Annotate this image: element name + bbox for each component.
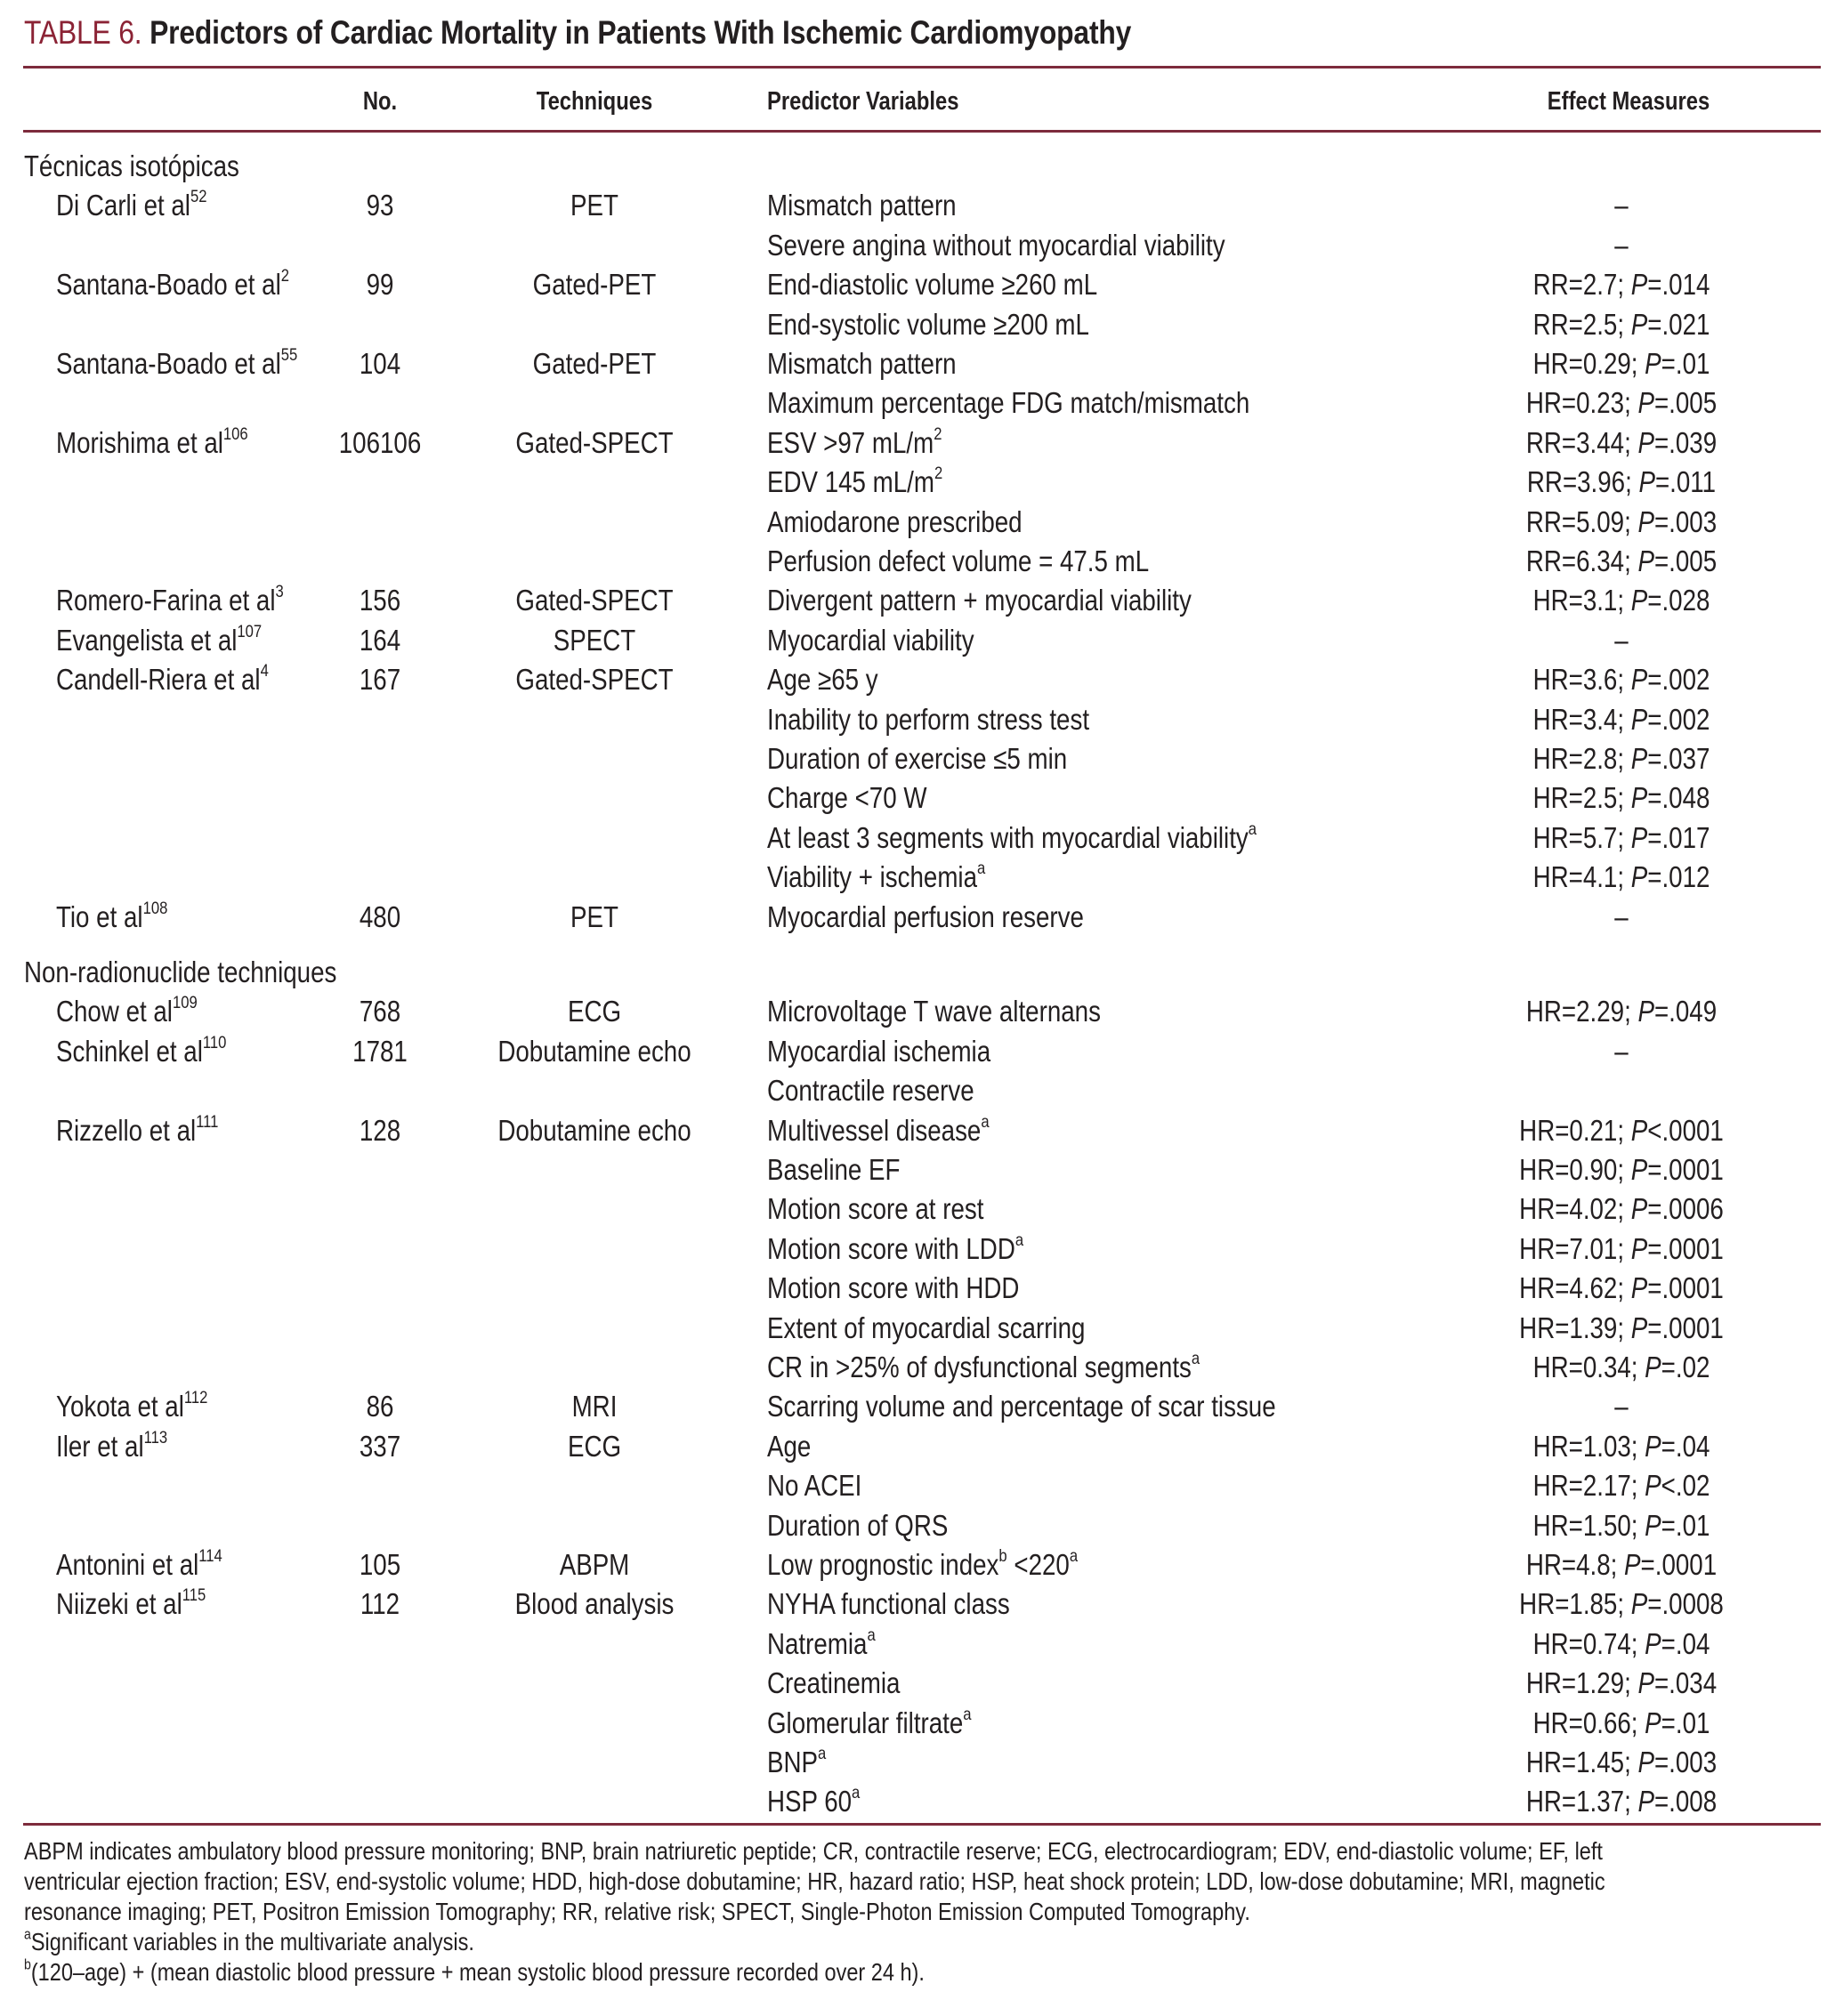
table-row — [0, 1427, 1835, 1466]
table-row — [0, 463, 1835, 502]
section-row — [0, 953, 1835, 992]
reference-number: 52 — [190, 187, 207, 207]
predictor-cell: Duration of QRS — [767, 1509, 949, 1542]
p-label: P — [1630, 742, 1648, 775]
p-label: P — [1645, 347, 1661, 380]
effect-cell: HR=0.66; P=.01 — [1532, 1706, 1710, 1739]
table-row — [0, 1625, 1835, 1664]
effect-cell: RR=5.09; P=.003 — [1525, 505, 1718, 538]
predictor-cell: NYHA functional class — [767, 1587, 1010, 1620]
effect-cell: – — [1614, 1390, 1629, 1423]
no-cell: 99 — [366, 268, 394, 301]
effect-cell: HR=4.8; P=.0001 — [1525, 1548, 1718, 1581]
study-cell: Rizzello et $al^{111}$ — [56, 1112, 219, 1147]
p-label: P — [1637, 426, 1654, 459]
p-label: P — [1645, 1469, 1661, 1502]
p-label: P — [1637, 505, 1654, 538]
table-row — [0, 1466, 1835, 1505]
p-label: P — [1630, 1114, 1648, 1147]
section-label: Non-radionuclide techniques — [24, 956, 337, 988]
effect-cell: HR=1.50; P=.01 — [1532, 1509, 1710, 1542]
technique-cell: Gated-SPECT — [515, 584, 674, 617]
reference-number: 108 — [142, 899, 168, 919]
effect-cell: RR=2.7; P=.014 — [1532, 268, 1710, 301]
predictor-cell: End-diastolic volume ≥260 mL — [767, 268, 1098, 301]
no-cell: 106106 — [338, 426, 422, 459]
footnote-marker: a — [1248, 819, 1257, 840]
no-cell: 128 — [359, 1114, 401, 1147]
predictor-cell: Amiodarone prescribed — [767, 505, 1023, 538]
reference-number: 2 — [280, 266, 290, 286]
p-label: P — [1630, 821, 1648, 854]
effect-cell: HR=7.01; P=.0001 — [1519, 1232, 1724, 1265]
footnote-marker: a — [976, 859, 986, 879]
col-header-techniques: Techniques — [536, 87, 653, 116]
effect-cell: HR=2.29; P=.049 — [1525, 995, 1718, 1028]
bottom-rule — [23, 1823, 1821, 1826]
table-row — [0, 1111, 1835, 1150]
no-cell: 337 — [359, 1430, 401, 1463]
table-row — [0, 186, 1835, 225]
p-label: P — [1624, 1548, 1641, 1581]
effect-cell: RR=6.34; P=.005 — [1525, 544, 1718, 577]
predictor-cell: Myocardial ischemia — [767, 1035, 991, 1068]
p-label: P — [1630, 308, 1648, 341]
technique-cell: Gated-PET — [532, 347, 657, 380]
effect-cell: HR=5.7; P=.017 — [1532, 821, 1710, 854]
effect-cell: HR=1.85; P=.0008 — [1519, 1587, 1724, 1620]
effect-cell: HR=3.1; P=.028 — [1532, 584, 1710, 617]
p-label: P — [1637, 995, 1654, 1028]
top-rule — [23, 66, 1821, 69]
effect-cell: HR=3.6; P=.002 — [1532, 663, 1710, 696]
study-cell: Santana-Boado et $al^{55}$ — [56, 345, 298, 380]
footnote-marker: a — [818, 1744, 827, 1764]
study-cell: Chow et $al^{109}$ — [56, 993, 198, 1028]
predictor-cell: Maximum percentage FDG match/mismatch — [767, 386, 1250, 419]
technique-cell: ABPM — [559, 1548, 630, 1581]
effect-cell: HR=0.21; P<.0001 — [1519, 1114, 1724, 1147]
table-row — [0, 739, 1835, 778]
footnote-marker: a — [1015, 1230, 1024, 1251]
effect-cell: HR=0.29; P=.01 — [1532, 347, 1710, 380]
table-row — [0, 992, 1835, 1031]
effect-cell: HR=0.90; P=.0001 — [1519, 1153, 1724, 1186]
p-label: P — [1630, 860, 1648, 893]
p-label: P — [1645, 1706, 1661, 1739]
reference-number: 114 — [198, 1546, 222, 1567]
effect-cell: HR=2.5; P=.048 — [1532, 781, 1710, 814]
table-row — [0, 383, 1835, 423]
footnote-marker: 2 — [934, 464, 943, 484]
p-label: P — [1630, 1192, 1648, 1225]
technique-cell: PET — [570, 900, 618, 933]
no-cell: 167 — [359, 663, 401, 696]
effect-cell: – — [1614, 900, 1629, 933]
technique-cell: Blood analysis — [514, 1587, 675, 1620]
p-label: P — [1630, 663, 1648, 696]
table-row — [0, 1545, 1835, 1585]
technique-cell: Gated-SPECT — [515, 426, 674, 459]
study-cell: Di Carli et $al^{52}$ — [56, 187, 207, 222]
technique-cell: ECG — [567, 1430, 622, 1463]
p-label: P — [1630, 1153, 1648, 1186]
abbreviations-line: ventricular ejection fraction; ESV, end-systolic volume; HDD, high-dose dobutamine; HR, hazard ratio; HSP, heat shock protein; LDD, low-dose dobutamine; MRI, magnetic — [24, 1867, 1605, 1895]
reference-number: 112 — [183, 1388, 208, 1408]
col-header-effect: Effect Measures — [1547, 87, 1710, 116]
table-row — [0, 1704, 1835, 1743]
predictor-cell: Baseline EF — [767, 1153, 901, 1186]
predictor-cell: Natremia$^a$ — [767, 1625, 876, 1660]
effect-cell: HR=4.1; P=.012 — [1532, 860, 1710, 893]
technique-cell: Dobutamine echo — [497, 1114, 691, 1147]
study-cell: Candell-Riera et $al^4$ — [56, 661, 269, 696]
predictor-cell: Multivessel disease$^a$ — [767, 1112, 990, 1147]
effect-cell: HR=0.23; P=.005 — [1525, 386, 1718, 419]
p-label: P — [1630, 1232, 1648, 1265]
footnote-b: $^b$(120–age) + (mean diastolic blood pressure + mean systolic blood pressure recorded over 24 h). — [24, 1956, 925, 1986]
effect-cell: RR=3.96; P=.011 — [1526, 465, 1717, 498]
table-caption: Predictors of Cardiac Mortality in Patients With Ischemic Cardiomyopathy — [150, 14, 1132, 51]
study-cell: Iler et $al^{113}$ — [56, 1428, 168, 1463]
table-row — [0, 423, 1835, 463]
table-footnotes — [24, 1836, 1835, 1988]
table-title — [24, 11, 1131, 55]
predictor-cell: Glomerular filtrate$^a$ — [767, 1705, 972, 1739]
technique-cell: PET — [570, 189, 618, 222]
footnote-marker: a — [852, 1783, 861, 1803]
study-cell: Morishima et $al^{106}$ — [56, 424, 248, 459]
effect-cell: HR=1.39; P=.0001 — [1519, 1311, 1724, 1344]
predictor-cell: Low prognostic index$^b$ $<220^a$ — [767, 1546, 1079, 1581]
table-label: TABLE 6. — [24, 14, 142, 51]
table-row — [0, 226, 1835, 265]
p-label: P — [1630, 584, 1648, 617]
effect-cell: HR=1.37; P=.008 — [1525, 1785, 1718, 1818]
p-label: P — [1630, 268, 1648, 301]
no-cell: 93 — [366, 189, 394, 222]
predictor-cell: Motion score with LDD$^a$ — [767, 1230, 1024, 1265]
p-label: P — [1637, 386, 1654, 419]
no-cell: 768 — [359, 995, 401, 1028]
no-cell: 112 — [360, 1587, 400, 1620]
effect-cell: HR=1.29; P=.034 — [1525, 1666, 1718, 1699]
table-row — [0, 1230, 1835, 1269]
effect-cell: – — [1614, 1035, 1629, 1068]
table-row — [0, 660, 1835, 699]
predictor-cell: Perfusion defect volume = 47.5 mL — [767, 544, 1150, 577]
p-label: P — [1637, 544, 1654, 577]
predictor-cell: Motion score with HDD — [767, 1271, 1020, 1304]
table-row — [0, 1664, 1835, 1703]
table-row — [0, 542, 1835, 581]
predictor-cell: Creatinemia — [767, 1666, 901, 1699]
predictor-cell: ESV >97 $mL/m^2$ — [767, 424, 942, 459]
table-row — [0, 778, 1835, 818]
predictor-cell: Myocardial perfusion reserve — [767, 900, 1084, 933]
table-row — [0, 1348, 1835, 1387]
effect-cell: HR=4.02; P=.0006 — [1519, 1192, 1724, 1225]
section-row — [0, 147, 1835, 186]
col-header-predictors: Predictor Variables — [767, 87, 959, 116]
predictor-cell: Divergent pattern + myocardial viability — [767, 584, 1192, 617]
study-cell: Antonini et $al^{114}$ — [56, 1546, 222, 1581]
study-cell: Romero-Farina et $al^3$ — [56, 582, 284, 617]
no-cell: 1781 — [352, 1035, 408, 1068]
footnote-marker: a — [1069, 1546, 1079, 1567]
reference-number: 115 — [182, 1585, 206, 1606]
predictor-cell: Viability + ischemia$^a$ — [767, 859, 986, 893]
predictor-cell: Duration of exercise ≤5 min — [767, 742, 1068, 775]
technique-cell: SPECT — [553, 624, 636, 657]
no-cell: 104 — [359, 347, 401, 380]
study-cell: Tio et $al^{108}$ — [56, 899, 168, 933]
no-cell: 480 — [359, 900, 401, 933]
predictor-cell: Inability to perform stress test — [767, 703, 1090, 736]
predictor-cell: Mismatch pattern — [767, 189, 957, 222]
effect-cell: HR=0.34; P=.02 — [1532, 1351, 1710, 1383]
table-row — [0, 1309, 1835, 1348]
table-row — [0, 1782, 1835, 1821]
effect-cell: HR=0.74; P=.04 — [1532, 1627, 1710, 1660]
study-cell: Niizeki et $al^{115}$ — [56, 1585, 206, 1620]
footnote-marker: a — [1191, 1349, 1200, 1369]
reference-number: 3 — [275, 582, 284, 602]
table-row — [0, 1585, 1835, 1624]
abbreviations-line: resonance imaging; PET, Positron Emission Tomography; RR, relative risk; SPECT, Single-Photon Emission Computed Tomography. — [24, 1898, 1250, 1925]
predictor-cell: Charge <70 W — [767, 781, 927, 814]
effect-cell: RR=3.44; P=.039 — [1525, 426, 1718, 459]
p-label: P — [1645, 1627, 1661, 1660]
predictor-cell: Extent of myocardial scarring — [767, 1311, 1086, 1344]
table-row — [0, 1032, 1835, 1071]
table-row — [0, 898, 1835, 937]
p-label: P — [1630, 1587, 1648, 1620]
p-label: P — [1630, 1271, 1648, 1304]
study-cell: Yokota et $al^{112}$ — [56, 1388, 208, 1423]
predictor-cell: HSP 60$^a$ — [767, 1783, 861, 1818]
technique-cell: Dobutamine echo — [497, 1035, 691, 1068]
effect-cell: HR=4.62; P=.0001 — [1519, 1271, 1724, 1304]
predictor-cell: Motion score at rest — [767, 1192, 984, 1225]
footnote-marker: a — [867, 1625, 876, 1646]
predictor-cell: No ACEI — [767, 1469, 862, 1502]
effect-cell: – — [1614, 229, 1629, 262]
predictor-cell: End-systolic volume ≥200 mL — [767, 308, 1089, 341]
table-row — [0, 700, 1835, 739]
reference-number: 111 — [196, 1112, 219, 1133]
table-row — [0, 305, 1835, 344]
no-cell: 86 — [366, 1390, 394, 1423]
table-row — [0, 818, 1835, 858]
study-cell: Schinkel et $al^{110}$ — [56, 1033, 227, 1068]
effect-cell: – — [1614, 189, 1629, 222]
no-cell: 105 — [359, 1548, 401, 1581]
table-row — [0, 858, 1835, 897]
technique-cell: MRI — [571, 1390, 618, 1423]
table-row — [0, 503, 1835, 542]
predictor-cell: Contractile reserve — [767, 1074, 974, 1107]
col-header-no: No. — [362, 87, 398, 116]
table-row — [0, 1189, 1835, 1229]
footnote-a: $^a$Significant variables in the multivariate analysis. — [24, 1925, 474, 1956]
p-label: P — [1630, 703, 1648, 736]
predictor-cell: Mismatch pattern — [767, 347, 957, 380]
p-label: P — [1645, 1509, 1661, 1542]
predictor-cell: Microvoltage T wave alternans — [767, 995, 1101, 1028]
study-cell: Evangelista et $al^{107}$ — [56, 622, 263, 657]
footnote-marker: 2 — [934, 424, 942, 445]
predictor-cell: Severe angina without myocardial viability — [767, 229, 1225, 262]
effect-cell: HR=1.45; P=.003 — [1525, 1746, 1718, 1778]
table-row — [0, 1071, 1835, 1110]
reference-number: 55 — [280, 345, 298, 366]
p-label: P — [1638, 465, 1655, 498]
table-row — [0, 1743, 1835, 1782]
header-rule — [23, 130, 1821, 133]
predictor-cell: Age — [767, 1430, 812, 1463]
p-label: P — [1645, 1351, 1661, 1383]
p-label: P — [1630, 1311, 1648, 1344]
effect-cell: HR=2.8; P=.037 — [1532, 742, 1710, 775]
effect-cell: HR=3.4; P=.002 — [1532, 703, 1710, 736]
technique-cell: Gated-PET — [532, 268, 657, 301]
table-row — [0, 581, 1835, 620]
footnote-marker: a — [981, 1112, 990, 1133]
p-label: P — [1645, 1430, 1661, 1463]
reference-number: 110 — [202, 1033, 227, 1053]
section-label: Técnicas isotópicas — [24, 149, 239, 182]
table-row — [0, 1150, 1835, 1189]
predictor-cell: Myocardial viability — [767, 624, 974, 657]
predictor-cell: Age ≥65 y — [767, 663, 878, 696]
study-cell: Santana-Boado et $al^2$ — [56, 266, 290, 301]
table-row — [0, 344, 1835, 383]
p-label: P — [1630, 781, 1648, 814]
reference-number: 113 — [143, 1428, 168, 1448]
technique-cell: ECG — [567, 995, 622, 1028]
table-row — [0, 1506, 1835, 1545]
effect-cell: – — [1614, 624, 1629, 657]
table-row — [0, 265, 1835, 304]
reference-number: 109 — [172, 993, 198, 1013]
p-label: P — [1637, 1666, 1654, 1699]
table-row — [0, 621, 1835, 660]
no-cell: 164 — [359, 624, 401, 657]
predictor-cell: Scarring volume and percentage of scar tissue — [767, 1390, 1276, 1423]
reference-number: 106 — [222, 424, 248, 445]
p-label: P — [1637, 1746, 1654, 1778]
footnote-marker: b — [998, 1546, 1007, 1567]
no-cell: 156 — [359, 584, 401, 617]
abbreviations-line: ABPM indicates ambulatory blood pressure monitoring; BNP, brain natriuretic peptide; CR, contractile reserve; ECG, electrocardiogram; EDV, end-diastolic volume; EF, left — [24, 1837, 1603, 1865]
p-label: P — [1637, 1785, 1654, 1818]
effect-cell: RR=2.5; P=.021 — [1532, 308, 1710, 341]
table-row — [0, 1387, 1835, 1426]
table-row — [0, 1269, 1835, 1308]
footnote-marker: a — [963, 1705, 972, 1725]
predictor-cell: CR in >25% of dysfunctional segments$^a$ — [767, 1349, 1200, 1383]
reference-number: 4 — [260, 661, 269, 681]
predictor-cell: EDV 145 $mL/m^2$ — [767, 464, 943, 498]
predictor-cell: BNP$^a$ — [767, 1744, 827, 1778]
reference-number: 107 — [237, 622, 263, 642]
effect-cell: HR=1.03; P=.04 — [1532, 1430, 1710, 1463]
predictor-cell: At least 3 segments with myocardial viability$^a$ — [767, 819, 1257, 854]
technique-cell: Gated-SPECT — [515, 663, 674, 696]
effect-cell: HR=2.17; P<.02 — [1532, 1469, 1710, 1502]
